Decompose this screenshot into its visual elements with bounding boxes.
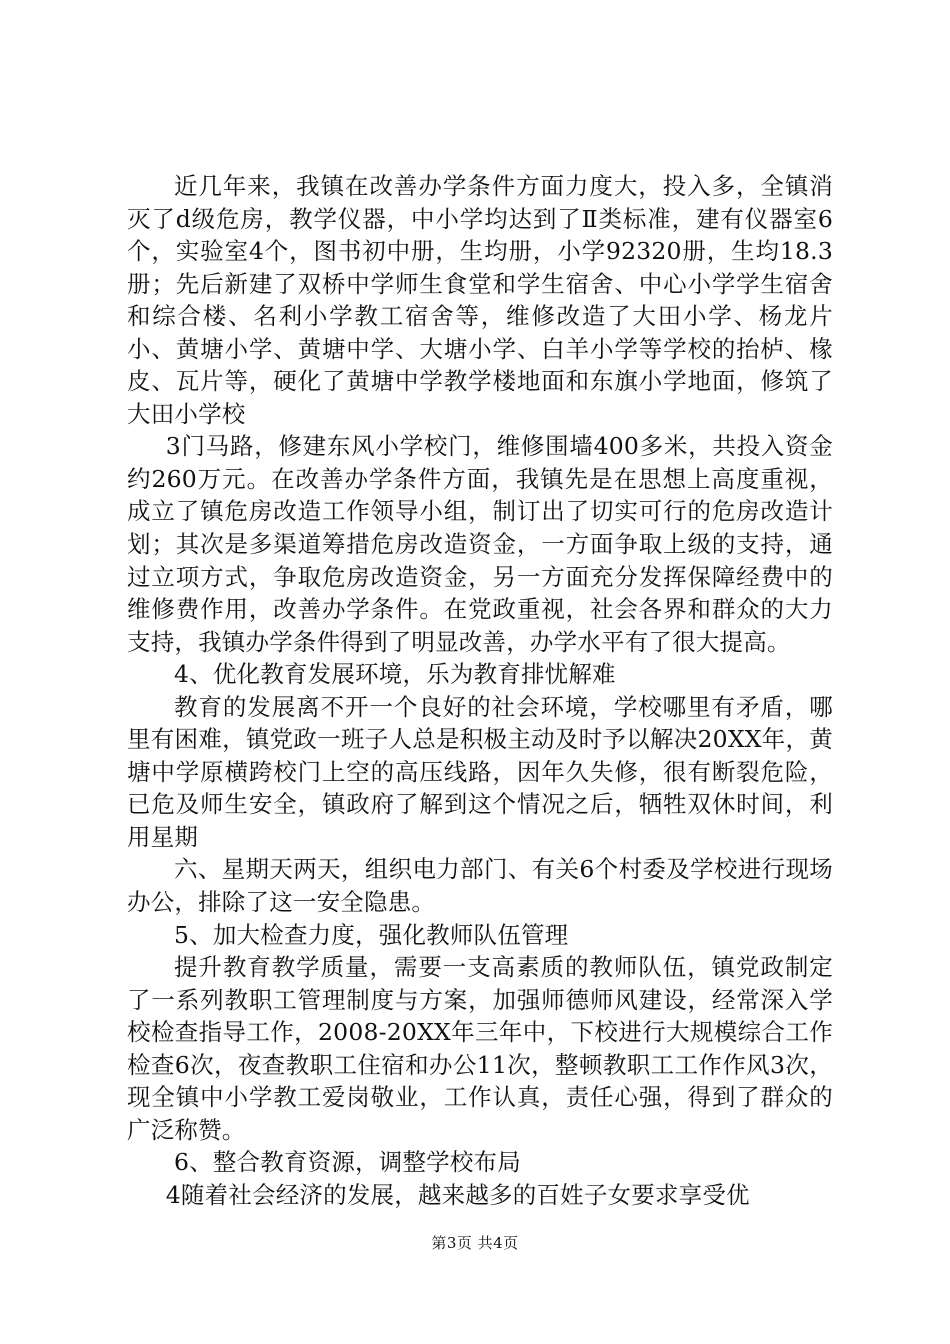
section-heading-6: 6、整合教育资源，调整学校布局 bbox=[174, 1148, 521, 1177]
paragraph-social-environment: 教育的发展离不开一个良好的社会环境，学校哪里有矛盾，哪里有困难，镇党政一班子人总是积极主动及时予以解决20XX年，黄塘中学原横跨校门上空的高压线路，因年久失修，很有断裂危险，已危及师生安全，镇政府了解到这个情况之后，牺牲双休时间，利用星期 bbox=[127, 692, 833, 851]
paragraph-teacher-management: 提升教育教学质量，需要一支高素质的教师队伍，镇党政制定了一系列教职工管理制度与方案，加强师德师风建设，经常深入学校检查指导工作，2008-20XX年三年中，下校进行大规模综合工作检查6次，夜查教职工住宿和办公11次，整顿教职工工作作风3次，现全镇中小学教工爱岗敬业，工作认真，责任心强，得到了群众的广泛称赞。 bbox=[127, 953, 833, 1144]
paragraph-on-site-office: 六、星期天两天，组织电力部门、有关6个村委及学校进行现场办公，排除了这一安全隐患。 bbox=[127, 855, 833, 917]
paragraph-road-and-funding: 3门马路，修建东风小学校门，维修围墙400多米，共投入资金约260万元。在改善办学条件方面，我镇先是在思想上高度重视，成立了镇危房改造工作领导小组，制订出了切实可行的危房改造计划；其次是多渠道筹措危房改造资金，一方面争取上级的支持，通过立项方式，争取危房改造资金，另一方面充分发挥保障经费中的维修费作用，改善办学条件。在党政重视，社会各界和群众的大力支持，我镇办学条件得到了明显改善，办学水平有了很大提高。 bbox=[127, 432, 833, 656]
section-heading-4: 4、优化教育发展环境，乐为教育排忧解难 bbox=[174, 660, 616, 689]
paragraph-resource-integration: 4随着社会经济的发展，越来越多的百姓子女要求享受优 bbox=[165, 1180, 750, 1209]
section-heading-5: 5、加大检查力度，强化教师队伍管理 bbox=[174, 920, 569, 949]
page-number-footer: 第3页 共4页 bbox=[431, 1234, 519, 1252]
document-body bbox=[127, 170, 833, 1212]
paragraph-improve-conditions: 近几年来，我镇在改善办学条件方面力度大，投入多，全镇消灭了d级危房，教学仪器，中小学均达到了Ⅱ类标准，建有仪器室6个，实验室4个，图书初中册，生均册，小学92320册，生均18.3册；先后新建了双桥中学师生食堂和学生宿舍、中心小学学生宿舍和综合楼、名利小学教工宿舍等，维修改造了大田小学、杨龙片小、黄塘小学、黄塘中学、大塘小学、白羊小学等学校的抬栌、椽皮、瓦片等，硬化了黄塘中学教学楼地面和东旗小学地面，修筑了大田小学校 bbox=[127, 172, 833, 428]
